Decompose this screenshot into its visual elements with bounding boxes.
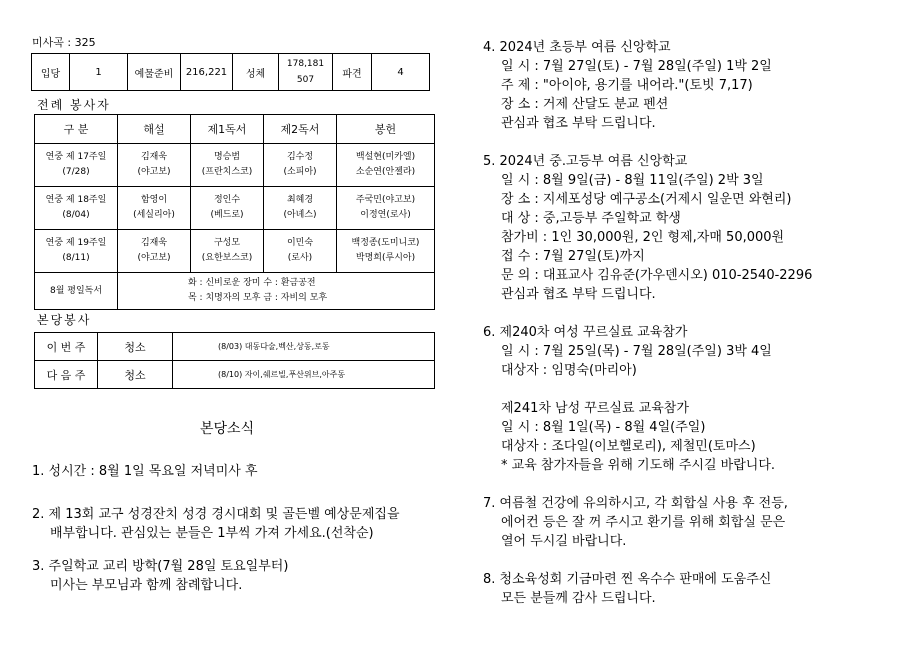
cleaning-duty: (8/10) 자이,쉐르빌,푸산위브,아주동 bbox=[173, 361, 435, 389]
commentator: 김재욱 bbox=[140, 238, 168, 248]
offerer: 박명희(루시아) bbox=[355, 253, 416, 263]
news-line: 열어 두시길 바랍니다. bbox=[501, 534, 627, 549]
weekday-reading-line: 목 : 치명자의 모후 금 : 자비의 모후 bbox=[188, 293, 328, 303]
reader2: 김수정 bbox=[286, 152, 314, 162]
news-line: 장 소 : 거제 산달도 분교 펜션 bbox=[501, 97, 669, 112]
commentator: 함영이 bbox=[140, 195, 168, 205]
offerer: 이정연(로사) bbox=[360, 210, 411, 220]
ministers-title: 전례 봉사자 bbox=[37, 98, 111, 112]
news-item-6 bbox=[483, 323, 903, 475]
table-row bbox=[35, 144, 435, 187]
communion-number: 178,181 507 bbox=[279, 54, 333, 91]
news-line: 일 시 : 7월 25일(목) - 7월 28일(주일) 3박 4일 bbox=[501, 344, 772, 359]
news-line: 장 소 : 지세포성당 예구공소(거제시 일운면 와현리) bbox=[501, 192, 792, 207]
news-line: 일 시 : 8월 1일(목) - 8월 4일(주일) bbox=[501, 420, 706, 435]
header-cell: 봉헌 bbox=[337, 115, 435, 144]
news-line: 미사는 부모님과 함께 참례합니다. bbox=[50, 578, 243, 593]
news-line: 3. 주일학교 교리 방학(7월 28일 토요일부터) bbox=[32, 559, 289, 574]
reader2: 이민숙 bbox=[286, 238, 314, 248]
news-line: 대상자 : 조다일(이보헬로리), 제철민(토마스) bbox=[501, 439, 756, 454]
news-line: 참가비 : 1인 30,000원, 2인 형제,자매 50,000원 bbox=[501, 230, 785, 245]
ministers-table bbox=[34, 114, 435, 310]
news-line: 모든 분들께 감사 드립니다. bbox=[501, 591, 656, 606]
reader2-name: (아녜스) bbox=[283, 210, 317, 220]
commentator-name: (야고보) bbox=[137, 167, 171, 177]
news-right-column bbox=[483, 38, 903, 627]
news-line: * 교육 참가자들을 위해 기도해 주시길 바랍니다. bbox=[501, 458, 776, 473]
cleaning-task: 청소 bbox=[98, 333, 173, 361]
table-row bbox=[35, 273, 435, 310]
offertory-label: 예물준비 bbox=[128, 54, 181, 91]
offertory-number: 216,221 bbox=[181, 54, 233, 91]
cleaning-task: 청소 bbox=[98, 361, 173, 389]
week-date: (8/04) bbox=[62, 210, 90, 220]
hymn-table bbox=[31, 53, 430, 91]
news-line: 8. 청소육성회 기금마련 찐 옥수수 판매에 도움주신 bbox=[483, 572, 772, 587]
table-row bbox=[35, 230, 435, 273]
news-line: 대 상 : 중,고등부 주일학교 학생 bbox=[501, 211, 681, 226]
reader2-name: (로사) bbox=[287, 253, 313, 263]
news-line: 관심과 협조 부탁 드립니다. bbox=[501, 287, 656, 302]
news-item-2 bbox=[32, 505, 400, 543]
reader1: 구성모 bbox=[213, 238, 241, 248]
cleaning-week-label: 다 음 주 bbox=[35, 361, 98, 389]
table-row bbox=[35, 333, 435, 361]
commentator: 김재욱 bbox=[140, 152, 168, 162]
news-line: 주 제 : "아이야, 용기를 내어라."(토빗 7,17) bbox=[501, 78, 753, 93]
week-date: (8/11) bbox=[62, 253, 90, 263]
header-cell: 해설 bbox=[118, 115, 191, 144]
entrance-number: 1 bbox=[70, 54, 128, 91]
news-item-8 bbox=[483, 570, 903, 608]
week-label: 연중 제 18주일 bbox=[45, 195, 107, 205]
weekday-reading-label: 8월 평일독서 bbox=[35, 273, 118, 310]
news-line: 문 의 : 대표교사 김유준(가우덴시오) 010-2540-2296 bbox=[501, 268, 813, 283]
spacer bbox=[483, 380, 903, 399]
news-line: 1. 성시간 : 8월 1일 목요일 저녁미사 후 bbox=[32, 464, 258, 479]
news-line: 5. 2024년 중.고등부 여름 신앙학교 bbox=[483, 154, 688, 169]
news-item-7 bbox=[483, 494, 903, 551]
news-line: 6. 제240차 여성 꾸르실료 교육참가 bbox=[483, 325, 688, 340]
news-line: 일 시 : 7월 27일(토) - 7월 28일(주일) 1박 2일 bbox=[501, 59, 772, 74]
cleaning-duty: (8/03) 대동다술,벡산,상동,로동 bbox=[173, 333, 435, 361]
offerer: 주국민(야고보) bbox=[355, 195, 416, 205]
table-row bbox=[35, 187, 435, 230]
week-label: 연중 제 19주일 bbox=[45, 238, 107, 248]
reader1: 정인수 bbox=[213, 195, 241, 205]
week-label: 연중 제 17주일 bbox=[45, 152, 107, 162]
reader2: 최혜경 bbox=[286, 195, 314, 205]
news-item-5 bbox=[483, 152, 903, 304]
news-line: 에어컨 등은 잘 꺼 주시고 환기를 위해 회합실 문은 bbox=[501, 515, 786, 530]
news-line: 7. 여름철 건강에 유의하시고, 각 회합실 사용 후 전등, bbox=[483, 496, 788, 511]
news-line: 제241차 남성 꾸르실료 교육참가 bbox=[501, 401, 689, 416]
hymn-number: 미사곡 : 325 bbox=[32, 36, 96, 49]
reader2-name: (소피아) bbox=[283, 167, 317, 177]
reader1-name: (요한보스코) bbox=[201, 253, 253, 263]
reader1-name: (베드로) bbox=[210, 210, 244, 220]
entrance-label: 입당 bbox=[32, 54, 70, 91]
commentator-name: (세실리아) bbox=[133, 210, 175, 220]
news-line: 2. 제 13회 교구 성경잔치 성경 경시대회 및 골든벨 예상문제집을 bbox=[32, 507, 400, 522]
reader1-name: (프란치스코) bbox=[201, 167, 253, 177]
header-cell: 제1독서 bbox=[191, 115, 264, 144]
news-title: 본당소식 bbox=[200, 421, 255, 437]
week-date: (7/28) bbox=[62, 167, 90, 177]
commentator-name: (야고보) bbox=[137, 253, 171, 263]
communion-label: 성체 bbox=[233, 54, 279, 91]
dismissal-number: 4 bbox=[372, 54, 430, 91]
news-line: 배부합니다. 관심있는 분들은 1부씩 가져 가세요.(선착순) bbox=[50, 526, 374, 541]
cleaning-week-label: 이 번 주 bbox=[35, 333, 98, 361]
cleaning-title: 본당봉사 bbox=[37, 313, 92, 327]
offerer: 백정종(도미니코) bbox=[351, 238, 420, 248]
offerer: 소순연(안젤라) bbox=[355, 167, 416, 177]
news-line: 관심과 협조 부탁 드립니다. bbox=[501, 116, 656, 131]
news-item-4 bbox=[483, 38, 903, 133]
offerer: 백설현(미카엘) bbox=[355, 152, 416, 162]
table-row bbox=[35, 361, 435, 389]
news-line: 4. 2024년 초등부 여름 신앙학교 bbox=[483, 40, 671, 55]
dismissal-label: 파견 bbox=[333, 54, 372, 91]
cleaning-table bbox=[34, 332, 435, 389]
news-line: 대상자 : 임명숙(마리아) bbox=[501, 363, 637, 378]
weekday-reading-line: 화 : 신비로운 장미 수 : 환금공전 bbox=[188, 278, 316, 288]
news-item-3 bbox=[32, 557, 288, 595]
news-item-1 bbox=[32, 462, 258, 481]
news-line: 일 시 : 8월 9일(금) - 8월 11일(주일) 2박 3일 bbox=[501, 173, 764, 188]
header-cell: 구 분 bbox=[35, 115, 118, 144]
reader1: 명승범 bbox=[213, 152, 241, 162]
news-line: 접 수 : 7월 27일(토)까지 bbox=[501, 249, 645, 264]
header-cell: 제2독서 bbox=[264, 115, 337, 144]
table-header-row bbox=[35, 115, 435, 144]
